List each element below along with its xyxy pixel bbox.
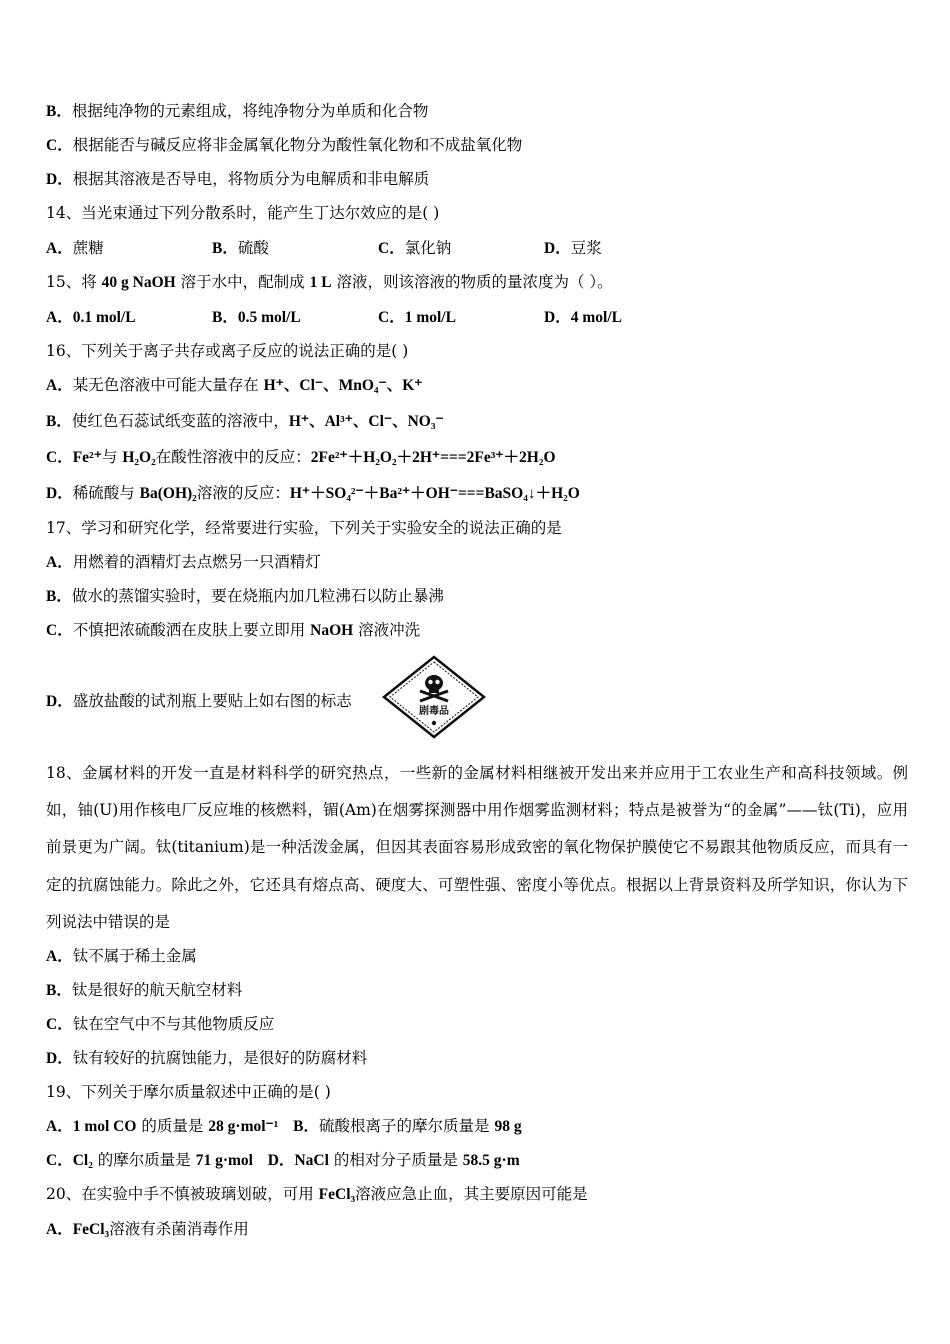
q14-option-a: A．蔗糖 — [46, 239, 104, 257]
toxic-hazard-label — [382, 655, 486, 739]
option-text: 根据纯净物的元素组成，将纯净物分为单质和化合物 — [71, 102, 429, 120]
option-text: 根据其溶液是否导电，将物质分为电解质和非电解质 — [72, 170, 430, 188]
q14-option-c: C．氯化钠 — [378, 239, 452, 257]
q17-option-b: B．做水的蒸馏实验时，要在烧瓶内加几粒沸石以防止暴沸 — [46, 587, 444, 605]
q15-option-b: B．0.5 mol/L — [212, 309, 301, 326]
q16-option-b: B．使红色石蕊试纸变蓝的溶液中，H⁺、Al³⁺、Cl⁻、NO₃⁻ — [46, 412, 444, 430]
q14-option-d: D．豆浆 — [544, 239, 602, 257]
q18-stem: 18、金属材料的开发一直是材料科学的研究热点，一些新的金属材料相继被开发出来并应用于工农业生产和高科技领域。例如，铀(U)用作核电厂反应堆的核燃料，镅(Am)在烟雾探测器中用作烟雾监测材料；特点是被誉为“的金属”——钛(Ti)，应用前景更为广阔。钛(titanium)是一种活泼金属，但因其表面容易形成致密的氧化物保护膜使它不易跟其他物质反应，而具有一定的抗腐蚀能力。除此之外，它还具有熔点高、硬度大、可塑性强、密度小等优点。根据以上背景资料及所学知识，你认为下列说法中错误的是 — [46, 764, 908, 931]
q13-option-b — [46, 100, 906, 123]
q16-option-c: C．Fe²⁺与 H₂O₂在酸性溶液中的反应：2Fe²⁺＋H₂O₂＋2H⁺===2Fe³⁺＋2H₂O — [46, 448, 556, 466]
q15-options — [46, 306, 906, 329]
q20-option-a: A．FeCl₃溶液有杀菌消毒作用 — [46, 1220, 249, 1238]
option-text: 根据能否与碱反应将非金属氧化物分为酸性氧化物和不成盐氧化物 — [72, 136, 523, 154]
q15-stem: 15、将 40 g NaOH 溶于水中，配制成 1 L 溶液，则该溶液的物质的量浓度为（ ）。 — [46, 273, 613, 291]
option-label: B． — [46, 103, 72, 120]
q14-options — [46, 237, 906, 260]
option-label: C． — [46, 137, 73, 154]
q15-option-c: C．1 mol/L — [378, 309, 456, 326]
q20-stem: 20、在实验中手不慎被玻璃划破，可用 FeCl₃溶液应急止血，其主要原因可能是 — [46, 1185, 588, 1203]
q18-option-a: A．钛不属于稀土金属 — [46, 947, 197, 965]
q19-option-b: B．硫酸根离子的摩尔质量是 98 g — [293, 1117, 522, 1135]
option-label: D． — [46, 171, 73, 188]
q19-options-cd — [46, 1149, 906, 1172]
q19-option-a: A．1 mol CO 的质量是 28 g·mol⁻¹ — [46, 1117, 279, 1135]
q17-option-c: C．不慎把浓硫酸洒在皮肤上要立即用 NaOH 溶液冲洗 — [46, 621, 421, 639]
q17-stem: 17、学习和研究化学，经常要进行实验，下列关于实验安全的说法正确的是 — [46, 519, 562, 537]
q15-option-a: A．0.1 mol/L — [46, 309, 136, 326]
q17-option-d: D．盛放盐酸的试剂瓶上要贴上如右图的标志 — [46, 692, 352, 710]
hazard-label-text: 剧毒品 — [419, 706, 449, 717]
q14-option-b: B．硫酸 — [212, 239, 269, 257]
q15-option-d: D．4 mol/L — [544, 309, 622, 326]
q19-options-ab — [46, 1115, 906, 1138]
q16-option-d: D．稀硫酸与 Ba(OH)₂溶液的反应：H⁺＋SO₄²⁻＋Ba²⁺＋OH⁻===BaSO₄↓＋H₂O — [46, 484, 580, 502]
q16-option-a: A．某无色溶液中可能大量存在 H⁺、Cl⁻、MnO₄⁻、K⁺ — [46, 376, 423, 394]
q18-option-c: C．钛在空气中不与其他物质反应 — [46, 1015, 275, 1033]
q14-stem: 14、当光束通过下列分散系时，能产生丁达尔效应的是( ) — [46, 204, 440, 222]
q19-option-c: C．Cl₂ 的摩尔质量是 71 g·mol — [46, 1151, 253, 1169]
q17-option-a: A．用燃着的酒精灯去点燃另一只酒精灯 — [46, 553, 321, 571]
q19-option-d: D．NaCl 的相对分子质量是 58.5 g·m — [267, 1151, 520, 1169]
q13-option-d — [46, 168, 906, 191]
q19-stem: 19、下列关于摩尔质量叙述中正确的是( ) — [46, 1083, 331, 1101]
q18-option-d: D．钛有较好的抗腐蚀能力，是很好的防腐材料 — [46, 1049, 368, 1067]
q13-option-c — [46, 134, 906, 157]
q18-option-b: B．钛是很好的航天航空材料 — [46, 981, 243, 999]
q16-stem: 16、下列关于离子共存或离子反应的说法正确的是( ) — [46, 342, 409, 360]
